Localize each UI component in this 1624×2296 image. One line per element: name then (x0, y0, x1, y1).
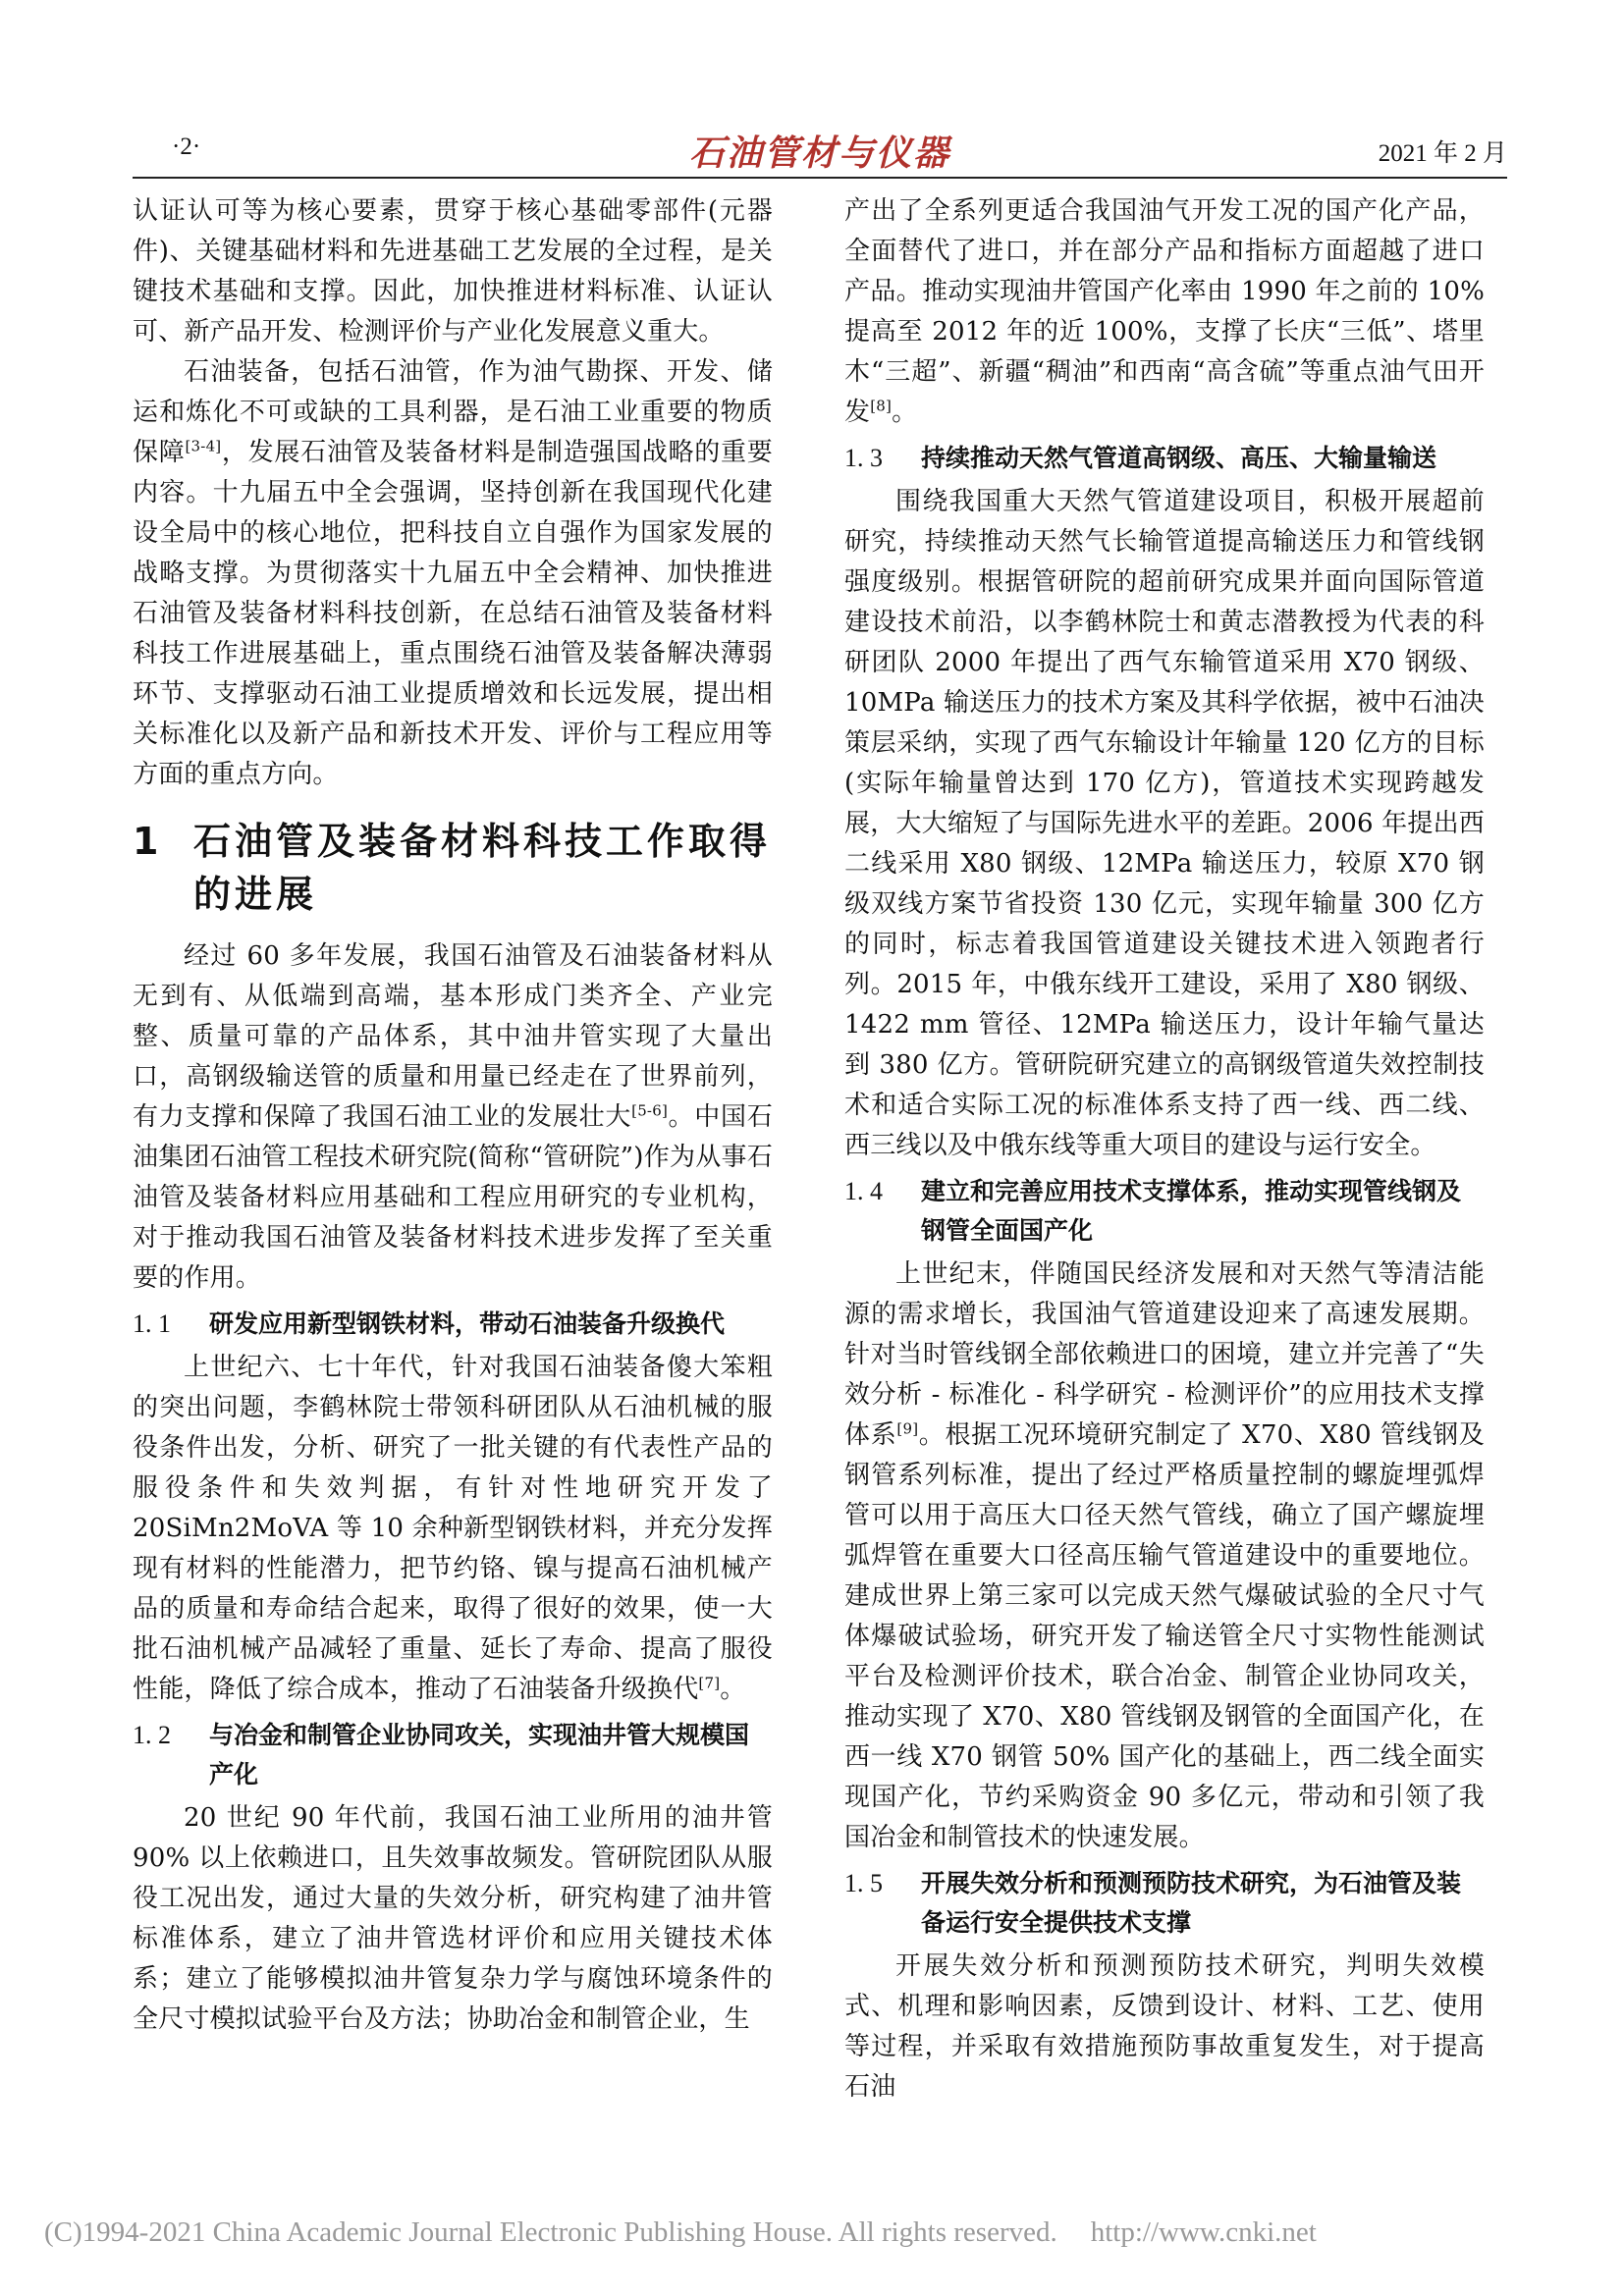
section-number: 1 (133, 820, 163, 863)
paragraph: 上世纪末，伴随国民经济发展和对天然气等清洁能源的需求增长，我国油气管道建设迎来了高速发展期。针对当时管线钢全部依赖进口的困境，建立并完善了“失效分析 - 标准化 - 科学研究 - 检测评价”的应用技术支撑体系[9]。根据工况环境研究制定了 X70、X80 管线钢及钢管系列标准，提出了经过严格质量控制的螺旋埋弧焊管可以用于高压大口径天然气管线，确立了国产螺旋埋弧焊管在重要大口径高压输气管道建设中的重要地位。建成世界上第三家可以完成天然气爆破试验的全尺寸气体爆破试验场，研究开发了输送管全尺寸实物性能测试平台及检测评价技术，联合冶金、制管企业协同攻关，推动实现了 X70、X80 管线钢及钢管的全面国产化，在西一线 X70 钢管 50% 国产化的基础上，西二线全面实现国产化，节约采购资金 90 多亿元，带动和引领了我国冶金和制管技术的快速发展。 (844, 1259, 1485, 1852)
subsection-heading (133, 1305, 773, 1344)
subsection-number: 1. 4 (844, 1177, 883, 1205)
paragraph: 石油装备，包括石油管，作为油气勘探、开发、储运和炼化不可或缺的工具利器，是石油工业重要的物质保障[3-4]，发展石油管及装备材料是制造强国战略的重要内容。十九届五中全会强调，坚持创新在我国现代化建设全局中的核心地位，把科技自立自强作为国家发展的战略支撑。为贯彻落实十九届五中全会精神、加快推进石油管及装备材料科技创新，在总结石油管及装备材料科技工作进展基础上，重点围绕石油管及装备解决薄弱环节、支撑驱动石油工业提质增效和长远发展，提出相关标准化以及新产品和新技术开发、评价与工程应用等方面的重点方向。 (133, 357, 774, 789)
citation: [9] (896, 1419, 919, 1438)
right-column (844, 191, 1485, 2108)
footer-url[interactable]: http://www.cnki.net (1090, 2216, 1317, 2248)
copyright-notice: (C)1994-2021 China Academic Journal Electronic Publishing House. All rights reserved. (44, 2216, 1057, 2248)
subsection-title: 持续推动天然气管道高钢级、高压、大输量输送 (921, 444, 1437, 472)
paragraph: 上世纪六、七十年代，针对我国石油装备傻大笨粗的突出问题，李鹤林院士带领科研团队从石油机械的服役条件出发，分析、研究了一批关键的有代表性产品的服役条件和失效判据，有针对性地研究开发了 20SiMn2MoVA 等 10 余种新型钢铁材料，并充分发挥现有材料的性能潜力，把节约铬、镍与提高石油机械产品的质量和寿命结合起来，取得了很好的效果，使一大批石油机械产品减轻了重量、延长了寿命、提高了服役性能，降低了综合成本，推动了石油装备升级换代[7]。 (133, 1353, 773, 1704)
subsection-number: 1. 2 (133, 1721, 171, 1749)
paragraph: 认证认可等为核心要素，贯穿于核心基础零部件(元器件)、关键基础材料和先进基础工艺发展的全过程，是关键技术基础和支撑。因此，加快推进材料标准、认证认可、新产品开发、检测评价与产业化发展意义重大。 (133, 196, 773, 347)
paragraph: 开展失效分析和预测预防技术研究，判明失效模式、机理和影响因素，反馈到设计、材料、工艺、使用等过程，并采取有效措施预防事故重复发生，对于提高石油 (844, 1951, 1485, 2102)
subsection-title: 与冶金和制管企业协同攻关，实现油井管大规模国产化 (209, 1721, 750, 1789)
paragraph: 围绕我国重大天然气管道建设项目，积极开展超前研究，持续推动天然气长输管道提高输送压力和管线钢强度级别。根据管研院的超前研究成果并面向国际管道建设技术前沿，以李鹤林院士和黄志潜教授为代表的科研团队 2000 年提出了西气东输管道采用 X70 钢级、10MPa 输送压力的技术方案及其科学依据，被中石油决策层采纳，实现了西气东输设计年输量 120 亿方的目标(实际年输量曾达到 170 亿方)，管道技术实现跨越发展，大大缩短了与国际先进水平的差距。2006 年提出西二线采用 X80 钢级、12MPa 输送压力，较原 X70 钢级双线方案节省投资 130 亿元，实现年输量 300 亿方的同时，标志着我国管道建设关键技术进入领跑者行列。2015 年，中俄东线开工建设，采用了 X80 钢级、1422 mm 管径、12MPa 输送压力，设计年输气量达到 380 亿方。管研院研究建立的高钢级管道失效控制技术和适合实际工况的标准体系支持了西一线、西二线、西三线以及中俄东线等重大项目的建设与运行安全。 (844, 487, 1485, 1160)
subsection-number: 1. 3 (844, 444, 883, 472)
paragraph: 经过 60 多年发展，我国石油管及石油装备材料从无到有、从低端到高端，基本形成门类齐全、产业完整、质量可靠的产品体系，其中油井管实现了大量出口，高钢级输送管的质量和用量已经走在了世界前列，有力支撑和保障了我国石油工业的发展壮大[5-6]。中国石油集团石油管工程技术研究院(简称“管研院”)作为从事石油管及装备材料应用基础和工程应用研究的专业机构，对于推动我国石油管及装备材料技术进步发挥了至关重要的作用。 (133, 941, 773, 1293)
paragraph: 20 世纪 90 年代前，我国石油工业所用的油井管 90% 以上依赖进口，且失效事故频发。管研院团队从服役工况出发，通过大量的失效分析，研究构建了油井管标准体系，建立了油井管选材评价和应用关键技术体系；建立了能够模拟油井管复杂力学与腐蚀环境条件的全尺寸模拟试验平台及方法；协助冶金和制管企业，生 (133, 1803, 773, 2034)
page-footer (44, 2216, 1317, 2249)
section-title: 石油管及装备材料科技工作取得的进展 (193, 820, 772, 916)
paragraph: 产出了全系列更适合我国油气开发工况的国产化产品，全面替代了进口，并在部分产品和指标方面超越了进口产品。推动实现油井管国产化率由 1990 年之前的 10% 提高至 2012 年的近 100%，支撑了长庆“三低”、塔里木“三超”、新疆“稠油”和西南“高含硫”等重点油气田开发[8]。 (844, 196, 1485, 427)
citation: [5-6] (631, 1101, 668, 1120)
section-heading (133, 815, 773, 921)
subsection-heading (844, 1864, 1485, 1943)
citation: [7] (698, 1674, 721, 1692)
citation: [3-4] (185, 437, 222, 455)
page-number: ·2· (172, 133, 201, 160)
page-header (133, 126, 1507, 179)
journal-title: 石油管材与仪器 (688, 133, 950, 174)
subsection-heading (844, 1172, 1485, 1251)
issue-date: 2021 年 2 月 (1378, 140, 1507, 167)
subsection-number: 1. 5 (844, 1869, 883, 1897)
subsection-title: 开展失效分析和预测预防技术研究，为石油管及装备运行安全提供技术支撑 (921, 1869, 1462, 1937)
citation: [8] (870, 397, 893, 415)
left-column (133, 191, 773, 2040)
subsection-title: 研发应用新型钢铁材料，带动石油装备升级换代 (209, 1309, 726, 1338)
subsection-heading (133, 1716, 773, 1794)
subsection-number: 1. 1 (133, 1309, 171, 1338)
subsection-title: 建立和完善应用技术支撑体系，推动实现管线钢及钢管全面国产化 (921, 1177, 1462, 1245)
subsection-heading (844, 439, 1485, 478)
